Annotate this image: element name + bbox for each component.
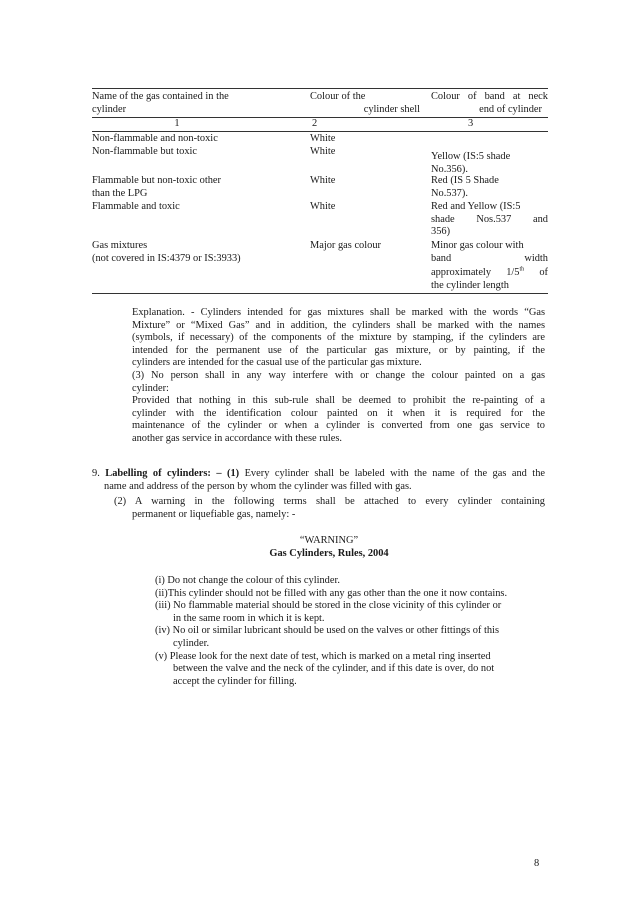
row2-band-line2: No.356). — [431, 163, 468, 175]
explanation-line2: Mixture” or “Mixed Gas” and in addition, the cylinders shall be marked with the names — [132, 319, 545, 331]
warning-item-5-line1: (v) Please look for the next date of test, which is marked on a metal ring inserted — [155, 650, 491, 662]
table-number-rule — [92, 131, 548, 132]
page-number: 8 — [534, 858, 540, 869]
warning-item-4-line2: cylinder. — [173, 637, 210, 649]
proviso-line3: maintenance of the cylinder or when a cylinder is converted from one gas service to — [132, 420, 545, 432]
row4-band-line3: 356) — [431, 226, 451, 238]
warning-item-3-line1: (iii) No flammable material should be stored in the close vicinity of this cylinder or — [155, 600, 502, 612]
explanation-line4: intended for the permanent use of the particular gas mixture, or by painting, if the — [132, 344, 545, 356]
subrule2-line2: permanent or liquefiable gas, namely: - — [132, 509, 296, 520]
warning-item-5-line3: accept the cylinder for filling. — [173, 675, 297, 687]
rule9-text: Every cylinder shall be labeled with the name of the gas and the — [239, 468, 546, 479]
warning-item-3-line2: in the same room in which it is kept. — [173, 612, 325, 624]
row4-shell: White — [310, 201, 336, 212]
row5-band — [431, 240, 548, 292]
row5-band-line4: the cylinder length — [431, 279, 509, 291]
subrule2-line1: (2) A warning in the following terms shall be attached to every cylinder containing — [114, 496, 545, 507]
row5-band-line3 — [431, 267, 548, 280]
row3-gas-line1: Flammable but non-toxic other — [92, 175, 221, 186]
table-top-rule — [92, 88, 548, 89]
row5-band-of: of — [539, 267, 548, 279]
warning-item-1: (i) Do not change the colour of this cylinder. — [155, 575, 340, 586]
row4-gas: Flammable and toxic — [92, 201, 180, 212]
subrule3-line1: (3) No person shall in any way interfere with or change the colour painted on a gas — [132, 369, 545, 381]
header-gas-name-line2: cylinder — [92, 103, 127, 115]
proviso-line1: Provided that nothing in this sub-rule shall be deemed to prohibit the re-painting of a — [132, 395, 545, 407]
warning-heading: “WARNING” — [299, 535, 359, 546]
column-number-3: 3 — [468, 118, 474, 129]
row5-band-fraction: approximately 1/5 — [431, 267, 520, 279]
column-number-2: 2 — [312, 118, 318, 129]
row3-band-line2: No.537). — [431, 187, 468, 199]
proviso-line4: another gas service in accordance with these rules. — [132, 432, 343, 444]
header-shell-line1: Colour of the — [310, 91, 366, 102]
explanation-paragraph — [132, 307, 545, 446]
warning-item-4-line1: (iv) No oil or similar lubricant should be used on the valves or other fittings of this — [155, 625, 499, 637]
warnings-list — [155, 575, 545, 688]
column-number-1: 1 — [174, 118, 180, 129]
explanation-line5: cylinders are intended for the casual use of the particular gas mixture. — [132, 357, 422, 369]
row2-band — [431, 151, 548, 176]
warning-item-5-line2: between the valve and the neck of the cylinder, and if this date is over, do not — [173, 663, 495, 675]
row3-gas-line2: than the LPG — [92, 187, 148, 199]
warning-item-2: (ii)This cylinder should not be filled with any gas other than the one it now contains. — [155, 587, 508, 599]
warning-subheading: Gas Cylinders, Rules, 2004 — [269, 548, 389, 559]
header-shell-colour — [310, 91, 420, 116]
explanation-line3: (symbols, if necessary) of the components of the mixture by stamping, if the cylinders are — [132, 332, 545, 344]
header-shell-line2: cylinder shell — [363, 103, 420, 115]
header-band-line2: end of cylinder — [479, 103, 542, 115]
row3-shell: White — [310, 175, 336, 186]
rule9-number: 9. — [92, 468, 106, 479]
proviso-line2: cylinder with the identification colour painted on it when it is required for the — [132, 407, 545, 419]
row1-shell: White — [310, 133, 336, 144]
rule9-line2: name and address of the person by whom the cylinder was filled with gas. — [104, 481, 412, 492]
rule9-line1 — [92, 468, 545, 481]
row5-shell: Major gas colour — [310, 240, 381, 251]
row2-shell: White — [310, 146, 336, 157]
header-gas-name — [92, 91, 292, 116]
subrule3-line2: cylinder: — [132, 382, 169, 394]
header-band-line1: Colour of band at neck — [431, 91, 548, 102]
explanation-line1: Explanation. - Cylinders intended for gas mixtures shall be marked with the words “Gas — [132, 307, 545, 318]
row5-band-line2: band width — [431, 252, 548, 264]
row2-gas: Non-flammable but toxic — [92, 146, 198, 157]
row4-band-line2: shade Nos.537 and — [431, 213, 548, 225]
row4-band-line1: Red and Yellow (IS:5 — [431, 201, 521, 212]
row5-gas — [92, 240, 292, 265]
table-bottom-rule — [92, 293, 548, 294]
row3-band — [431, 175, 548, 200]
rule9-title: Labelling of cylinders: – (1) — [105, 468, 240, 479]
row1-gas: Non-flammable and non-toxic — [92, 133, 218, 144]
row4-band — [431, 201, 548, 239]
row5-band-sup: th — [519, 266, 525, 273]
header-gas-name-line1: Name of the gas contained in the — [92, 91, 229, 102]
row3-gas — [92, 175, 292, 200]
row5-gas-line1: Gas mixtures — [92, 240, 148, 251]
row2-band-line1: Yellow (IS:5 shade — [431, 151, 511, 162]
row3-band-line1: Red (IS 5 Shade — [431, 175, 499, 186]
row5-band-line1: Minor gas colour with — [431, 240, 524, 251]
row5-gas-line2: (not covered in IS:4379 or IS:3933) — [92, 252, 241, 264]
header-band-colour — [431, 91, 548, 116]
